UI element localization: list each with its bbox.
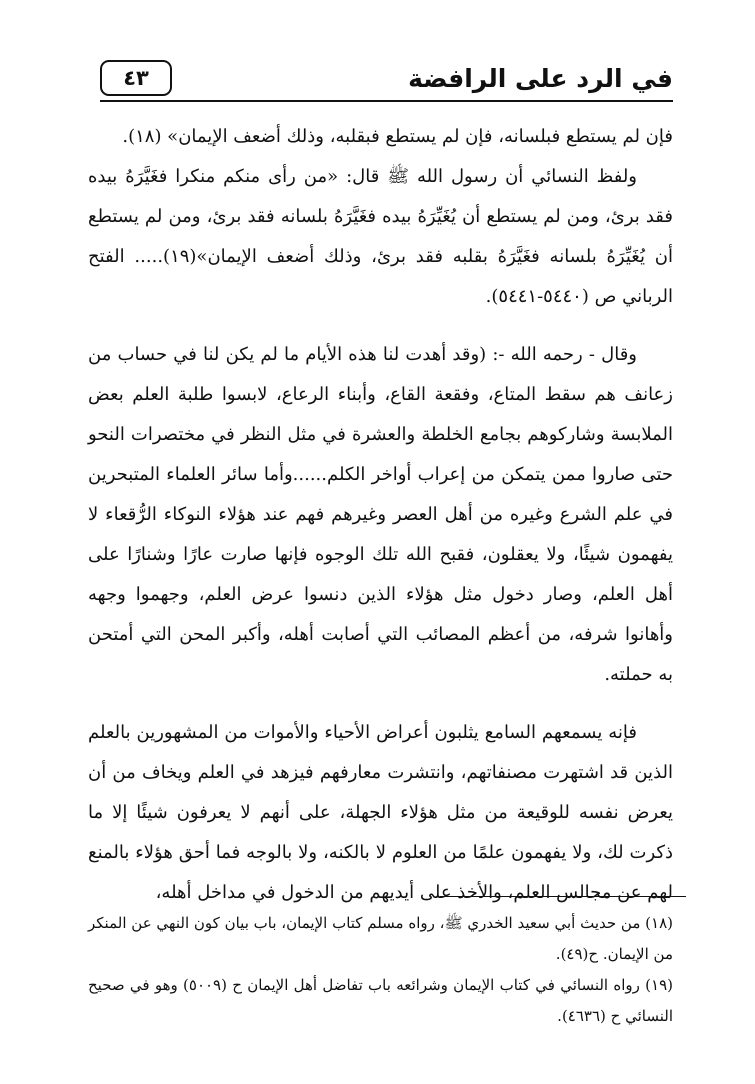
main-text	[88, 117, 673, 913]
paragraph-1: فإن لم يستطع فبلسانه، فإن لم يستطع فبقلبه، وذلك أضعف الإيمان» (١٨).	[122, 126, 673, 147]
footnote-18: (١٨) من حديث أبي سعيد الخدري ﷺ، رواه مسلم كتاب الإيمان، باب بيان كون النهي عن المنكر من الإيمان. ح(٤٩).	[88, 914, 673, 963]
footnotes	[88, 908, 673, 1032]
page-number: ٤٣	[123, 66, 149, 90]
running-title: في الرد على الرافضة	[408, 64, 673, 93]
header-rule	[100, 100, 673, 102]
page-header	[100, 60, 673, 104]
paragraph-2: ولفظ النسائي أن رسول الله ﷺ قال: «من رأى منكم منكرا فغَيَّرَهُ بيده فقد برئ، ومن لم يستطع أن يُغَيِّرَهُ بيده فغَيَّرَهُ بلسانه فقد برئ، ومن لم يستطع أن يُغَيِّرَهُ بلسانه فغَيَّرَهُ بقلبه فقد برئ، وذلك أضعف الإيمان»(١٩)..... الفتح الرباني ص (٥٤٤٠-٥٤٤١).	[88, 166, 673, 307]
paragraph-4: فإنه يسمعهم السامع يثلبون أعراض الأحياء والأموات من المشهورين بالعلم الذين قد اشتهرت مصنفاتهم، وانتشرت معارفهم فيزهد في العلم ويخاف من أن يعرض نفسه للوقيعة من مثل هؤلاء الجهلة، على أنهم لا يعرفون شيئًا إلا ما ذكرت لك، ولا يفهمون علمًا من العلوم لا بالكنه، ولا بالوجه فما أحق هؤلاء بالمنع لهم عن مجالس العلم، والأخذ على أيديهم من الدخول في مداخل أهله،	[88, 722, 673, 903]
footnote-separator	[440, 896, 686, 897]
paragraph-3: وقال - رحمه الله -: (وقد أهدت لنا هذه الأيام ما لم يكن لنا في حساب من زعانف هم سقط المتاع، وفقعة القاع، وأبناء الرعاع، لابسوا طلبة العلم بعض الملابسة وشاركوهم بجامع الخلطة والعشرة في مثل النظر في مختصرات النحو حتى صاروا ممن يتمكن من إعراب أواخر الكلم......وأما سائر العلماء المتبحرين في علم الشرع وغيره من أهل العصر وغيرهم فهم عند هؤلاء النوكاء الرُّقعاء لا يفهمون شيئًا، ولا يعقلون، فقبح الله تلك الوجوه فإنها صارت عارًا وشنارًا على أهل العلم، وصار دخول مثل هؤلاء الذين دنسوا عرض العلم، وجهموا وجهه وأهانوا شرفه، من أعظم المصائب التي أصابت أهله، وأكبر المحن التي أمتحن به حملته.	[88, 344, 673, 685]
page-number-box	[100, 60, 172, 96]
footnote-19: (١٩) رواه النسائي في كتاب الإيمان وشرائعه باب تفاضل أهل الإيمان ح (٥٠٠٩) وهو في صحيح النسائي ح (٤٦٣٦).	[88, 976, 673, 1025]
